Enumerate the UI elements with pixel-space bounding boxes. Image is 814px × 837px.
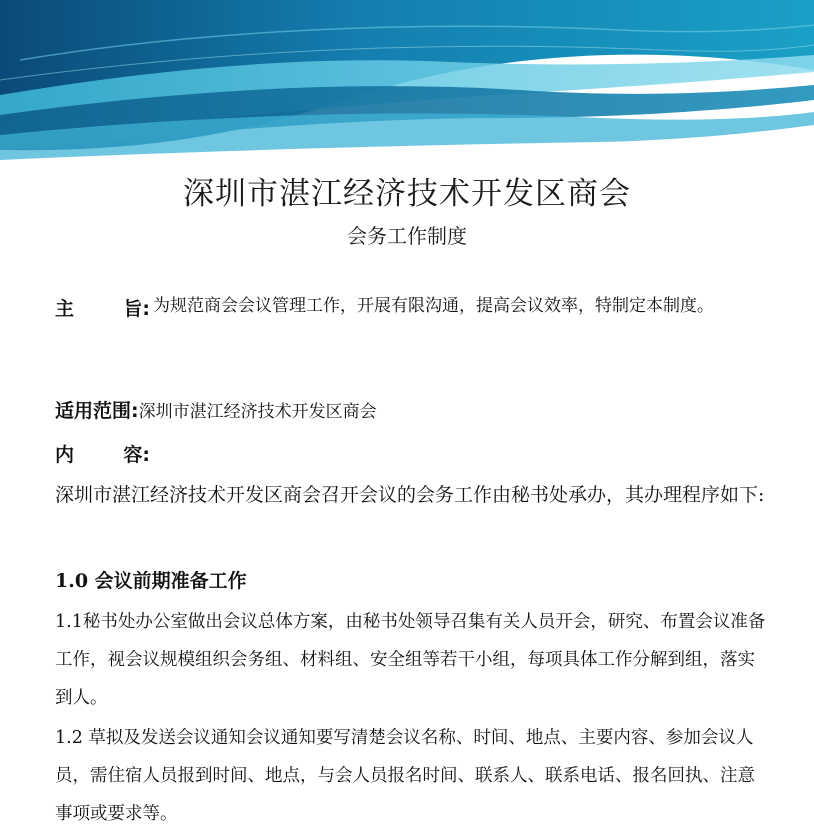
purpose-label-part-b: 旨: xyxy=(123,298,150,320)
section-heading: 1.0 会议前期准备工作 xyxy=(55,570,247,592)
scope-row xyxy=(55,396,377,423)
paragraph-1-1: 1.1秘书处办公室做出会议总体方案，由秘书处领导召集有关人员开会，研究、布置会议准备工作，视会议规模组织会务组、材料组、安全组等若干小组，每项具体工作分解到组，落实到人。 xyxy=(55,612,766,708)
scope-label: 适用范围: xyxy=(55,400,139,422)
scope-text: 深圳市湛江经济技术开发区商会 xyxy=(138,402,377,422)
header-wave-banner xyxy=(0,0,814,165)
content-label xyxy=(55,440,150,467)
wave-graphic xyxy=(0,0,814,165)
content-intro: 深圳市湛江经济技术开发区商会召开会议的会务工作由秘书处承办，其办理程序如下: xyxy=(55,484,765,506)
document-title: 深圳市湛江经济技术开发区商会 xyxy=(183,176,631,212)
purpose-label-part-a: 主 xyxy=(55,298,75,320)
paragraph-1-2: 1.2 草拟及发送会议通知会议通知要写清楚会议名称、时间、地点、主要内容、参加会议人员，需住宿人员报到时间、地点，与会人员报名时间、联系人、联系电话、报名回执、注意事项或要求等。 xyxy=(55,728,755,824)
purpose-text: 为规范商会会议管理工作，开展有限沟通，提高会议效率，特制定本制度。 xyxy=(153,296,714,316)
document-subtitle: 会务工作制度 xyxy=(347,224,467,248)
purpose-label xyxy=(55,294,150,321)
content-label-part-a: 内 xyxy=(55,444,75,466)
content-label-part-b: 容: xyxy=(123,444,150,466)
